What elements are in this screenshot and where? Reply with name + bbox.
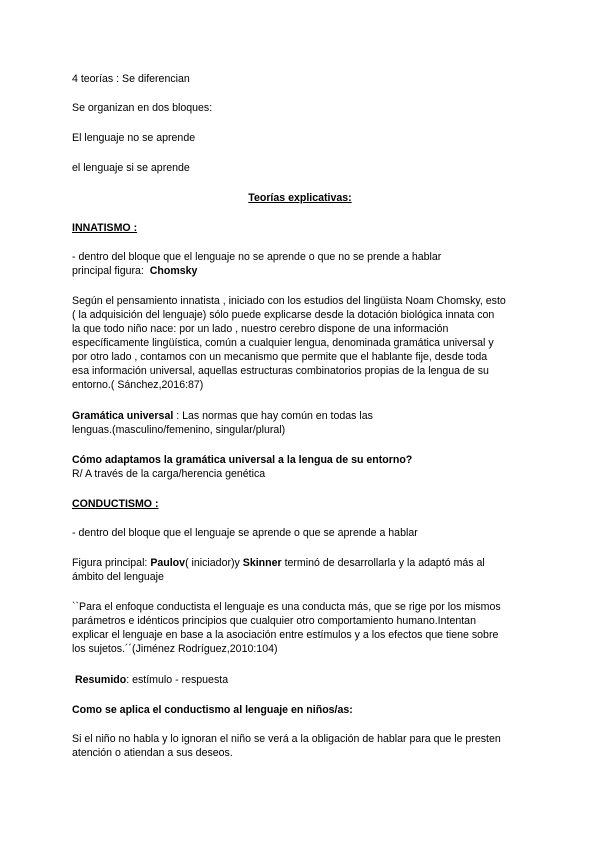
conductismo-figures-line-2: ámbito del lenguaje — [72, 571, 164, 583]
intro-line-4: el lenguaje si se aprende — [72, 162, 190, 174]
intro-line-3: El lenguaje no se aprende — [72, 132, 196, 144]
conductismo-quote-line: los sujetos.´´(Jiménez Rodríguez,2010:104) — [72, 643, 278, 655]
resumido-line — [75, 673, 228, 687]
figure-rest: terminó de desarrollarla y la adaptó más al — [281, 557, 485, 569]
resumido-term: Resumido — [75, 674, 127, 686]
conductismo-question: Como se aplica el conductismo al lenguaje en niños/as: — [72, 704, 353, 716]
innatismo-answer: R/ A través de la carga/herencia genética — [72, 468, 266, 480]
figure-connector: ( iniciador)y — [185, 557, 243, 569]
intro-line-2: Se organizan en dos bloques: — [72, 102, 213, 114]
innatismo-figure — [72, 264, 197, 278]
conductismo-heading: CONDUCTISMO : — [72, 498, 159, 510]
innatismo-quote-line: ( la adquisición del lenguaje) sólo puede explicarse desde la dotación biológica innata con — [72, 309, 495, 321]
conductismo-figures — [72, 556, 485, 570]
figure-name-skinner: Skinner — [242, 557, 282, 569]
figure-label: principal figura: — [72, 265, 150, 277]
figure-name-paulov: Paulov — [150, 557, 186, 569]
figure-name-chomsky: Chomsky — [149, 265, 198, 277]
innatismo-heading: INNATISMO : — [72, 222, 138, 234]
innatismo-quote-line: por otro lado , contamos con un mecanismo que permite que el hablante fije, desde toda — [72, 351, 488, 363]
innatismo-quote-line: esa información universal, aquellas estructuras combinatorios propias de la lengua de su — [72, 365, 489, 377]
conductismo-quote-line: ``Para el enfoque conductista el lenguaje es una conducta más, que se rige por los mismos — [72, 601, 501, 613]
conductismo-quote-line: explicar el lenguaje en base a la asociación entre estímulos y a los efectos que tiene sobre — [72, 629, 499, 641]
conductismo-answer-line: Si el niño no habla y lo ignoran el niño se verá a la obligación de hablar para que le presten — [72, 733, 501, 745]
intro-line-1: 4 teorías : Se diferencian — [72, 73, 190, 85]
gramatica-term: Gramática universal — [72, 410, 174, 422]
conductismo-description: - dentro del bloque que el lenguaje se aprende o que se aprende a hablar — [72, 527, 418, 539]
conductismo-quote-line: parámetros e idénticos principios que cualquier otro comportamiento humano.Intentan — [72, 615, 476, 627]
innatismo-quote-line: Según el pensamiento innatista , iniciado con los estudios del lingüista Noam Chomsky, esto — [72, 295, 506, 307]
innatismo-quote-line: la que todo niño nace: por un lado , nuestro cerebro dispone de una información — [72, 323, 449, 335]
gramatica-definition: : Las normas que hay común en todas las — [173, 410, 373, 422]
main-title: Teorías explicativas: — [248, 192, 352, 204]
resumido-text: : estímulo - respuesta — [126, 674, 229, 686]
figure-label: Figura principal: — [72, 557, 151, 569]
conductismo-answer-line: atención o atiendan a sus deseos. — [72, 747, 233, 759]
gramatica-universal — [72, 409, 373, 423]
innatismo-quote-line: entorno.( Sánchez,2016:87) — [72, 379, 204, 391]
innatismo-question: Cómo adaptamos la gramática universal a la lengua de su entorno? — [72, 454, 413, 466]
innatismo-description: - dentro del bloque que el lenguaje no se aprende o que no se prende a hablar — [72, 251, 442, 263]
gramatica-line-2: lenguas.(masculino/femenino, singular/plural) — [72, 424, 286, 436]
innatismo-quote-line: específicamente lingüística, común a cualquier lengua, denominada gramática universal y — [72, 337, 494, 349]
